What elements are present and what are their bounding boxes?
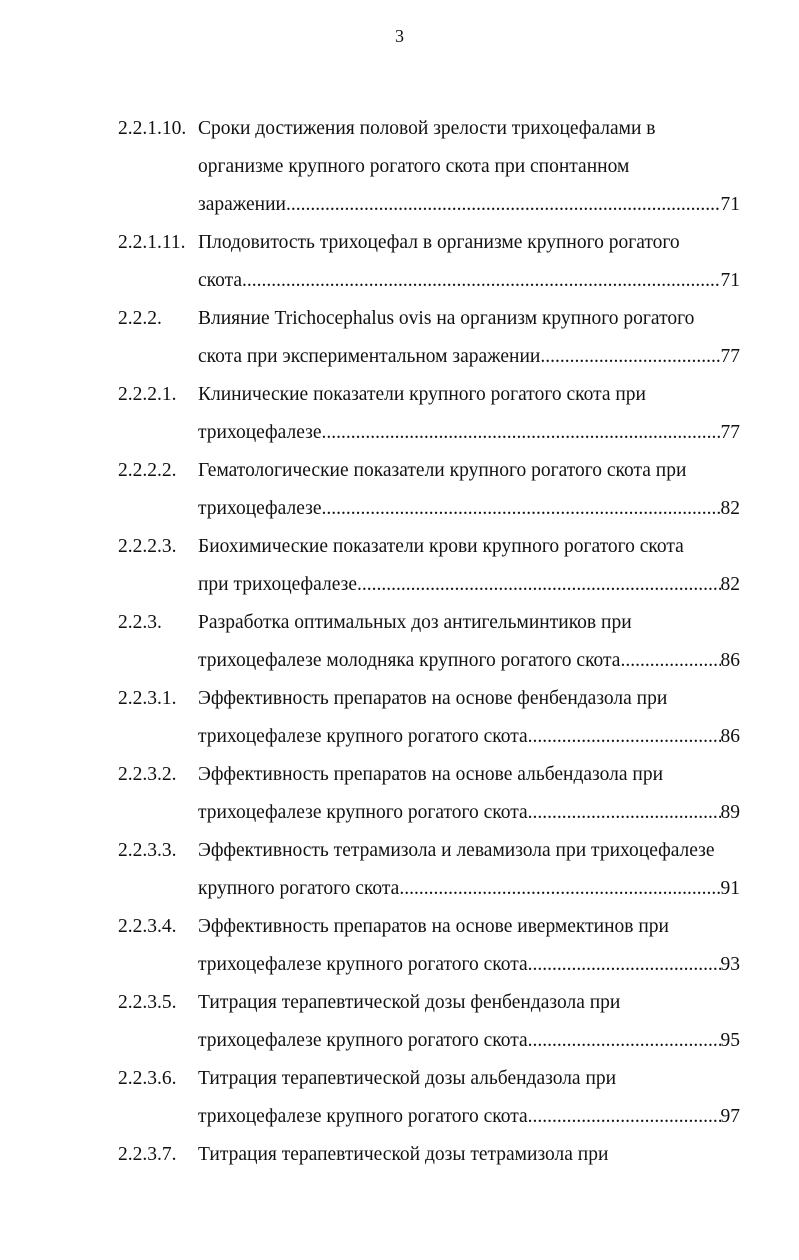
toc-entry-title-line: Плодовитость трихоцефал в организме крупного рогатого <box>198 232 680 253</box>
toc-entry-title-line: трихоцефалезе крупного рогатого скота <box>198 802 528 823</box>
toc-entry-title-line: организме крупного рогатого скота при спонтанном <box>198 156 630 177</box>
toc-entry-title-line: скота при экспериментальном заражении <box>198 346 541 367</box>
toc-entry[interactable] <box>118 300 740 376</box>
toc-entry-number: 2.2.2.3. <box>118 536 177 557</box>
toc-entry-title-line: Клинические показатели крупного рогатого скота при <box>198 384 646 405</box>
dot-leader <box>242 262 720 300</box>
table-of-contents <box>118 110 740 1174</box>
toc-entry-number: 2.2.3. <box>118 612 162 633</box>
toc-entry-number: 2.2.3.1. <box>118 688 177 709</box>
toc-entry[interactable] <box>118 224 740 300</box>
toc-entry-number: 2.2.3.5. <box>118 992 177 1013</box>
dot-leader <box>620 642 720 680</box>
toc-entry-number: 2.2.3.4. <box>118 916 177 937</box>
toc-entry-title-line: Сроки достижения половой зрелости трихоцефалами в <box>198 118 656 139</box>
toc-entry-title-line: Биохимические показатели крови крупного рогатого скота <box>198 536 684 557</box>
toc-entry-title-line: трихоцефалезе <box>198 422 322 443</box>
toc-entry-page: 77 <box>720 422 740 443</box>
toc-entry-title-line: Гематологические показатели крупного рогатого скота при <box>198 460 687 481</box>
toc-entry[interactable] <box>118 376 740 452</box>
toc-entry-title-line: при трихоцефалезе <box>198 574 357 595</box>
toc-entry[interactable] <box>118 528 740 604</box>
toc-entry-title-line: Эффективность тетрамизола и левамизола при трихоцефалезе <box>198 840 715 861</box>
toc-entry-title-line: Влияние Trichocephalus ovis на организм крупного рогатого <box>198 308 695 329</box>
toc-entry-page: 82 <box>720 574 740 595</box>
dot-leader <box>528 718 721 756</box>
toc-entry-page: 97 <box>720 1106 740 1127</box>
toc-entry-number: 2.2.1.10. <box>118 118 187 139</box>
dot-leader <box>528 1022 721 1060</box>
toc-entry-title-line: трихоцефалезе молодняка крупного рогатого скота <box>198 650 621 671</box>
dot-leader <box>528 946 721 984</box>
toc-entry-title-line: заражении <box>198 194 286 215</box>
dot-leader <box>321 490 720 528</box>
toc-entry[interactable] <box>118 832 740 908</box>
toc-entry-page: 93 <box>720 954 740 975</box>
dot-leader <box>528 794 721 832</box>
toc-entry-title-line: Титрация терапевтической дозы альбендазола при <box>198 1068 617 1089</box>
toc-entry-number: 2.2.1.11. <box>118 232 186 253</box>
toc-entry-title-line: крупного рогатого скота <box>198 878 400 899</box>
toc-entry-number: 2.2.3.6. <box>118 1068 177 1089</box>
toc-entry-page: 95 <box>720 1030 740 1051</box>
toc-entry-number: 2.2.3.3. <box>118 840 177 861</box>
toc-entry-title-line: трихоцефалезе <box>198 498 322 519</box>
toc-entry-title-line: Эффективность препаратов на основе фенбендазола при <box>198 688 668 709</box>
toc-entry-page: 71 <box>720 194 740 215</box>
toc-entry[interactable] <box>118 908 740 984</box>
toc-entry-page: 89 <box>720 802 740 823</box>
dot-leader <box>528 1098 721 1136</box>
toc-entry-page: 86 <box>720 650 740 671</box>
toc-entry[interactable] <box>118 680 740 756</box>
dot-leader <box>286 186 721 224</box>
toc-entry-title-line: Эффективность препаратов на основе альбендазола при <box>198 764 664 785</box>
toc-entry[interactable] <box>118 984 740 1060</box>
toc-entry[interactable] <box>118 1136 740 1174</box>
toc-entry[interactable] <box>118 452 740 528</box>
toc-entry-title-line: трихоцефалезе крупного рогатого скота <box>198 1030 528 1051</box>
toc-entry-page: 82 <box>720 498 740 519</box>
toc-entry-title-line: трихоцефалезе крупного рогатого скота <box>198 726 528 747</box>
toc-entry-title-line: Титрация терапевтической дозы фенбендазола при <box>198 992 621 1013</box>
toc-entry-page: 77 <box>720 346 740 367</box>
toc-entry-title-line: Эффективность препаратов на основе ивермектинов при <box>198 916 669 937</box>
toc-entry[interactable] <box>118 110 740 224</box>
toc-entry-title-line: скота <box>198 270 243 291</box>
toc-entry[interactable] <box>118 756 740 832</box>
toc-entry-page: 71 <box>720 270 740 291</box>
toc-entry-title-line: трихоцефалезе крупного рогатого скота <box>198 1106 528 1127</box>
page-number: 3 <box>395 26 404 46</box>
toc-entry[interactable] <box>118 1060 740 1136</box>
toc-entry-title-line: Титрация терапевтической дозы тетрамизола при <box>198 1144 609 1165</box>
dot-leader <box>357 566 721 604</box>
toc-entry-number: 2.2.2.2. <box>118 460 177 481</box>
toc-entry-title-line: трихоцефалезе крупного рогатого скота <box>198 954 528 975</box>
toc-entry-number: 2.2.3.7. <box>118 1144 177 1165</box>
toc-entry-number: 2.2.3.2. <box>118 764 177 785</box>
toc-entry-number: 2.2.2. <box>118 308 162 329</box>
dot-leader <box>399 870 720 908</box>
toc-entry-page: 86 <box>720 726 740 747</box>
toc-entry-title-line: Разработка оптимальных доз антигельминтиков при <box>198 612 632 633</box>
toc-entry[interactable] <box>118 604 740 680</box>
dot-leader <box>321 414 720 452</box>
dot-leader <box>540 338 720 376</box>
toc-entry-number: 2.2.2.1. <box>118 384 177 405</box>
toc-entry-page: 91 <box>720 878 740 899</box>
